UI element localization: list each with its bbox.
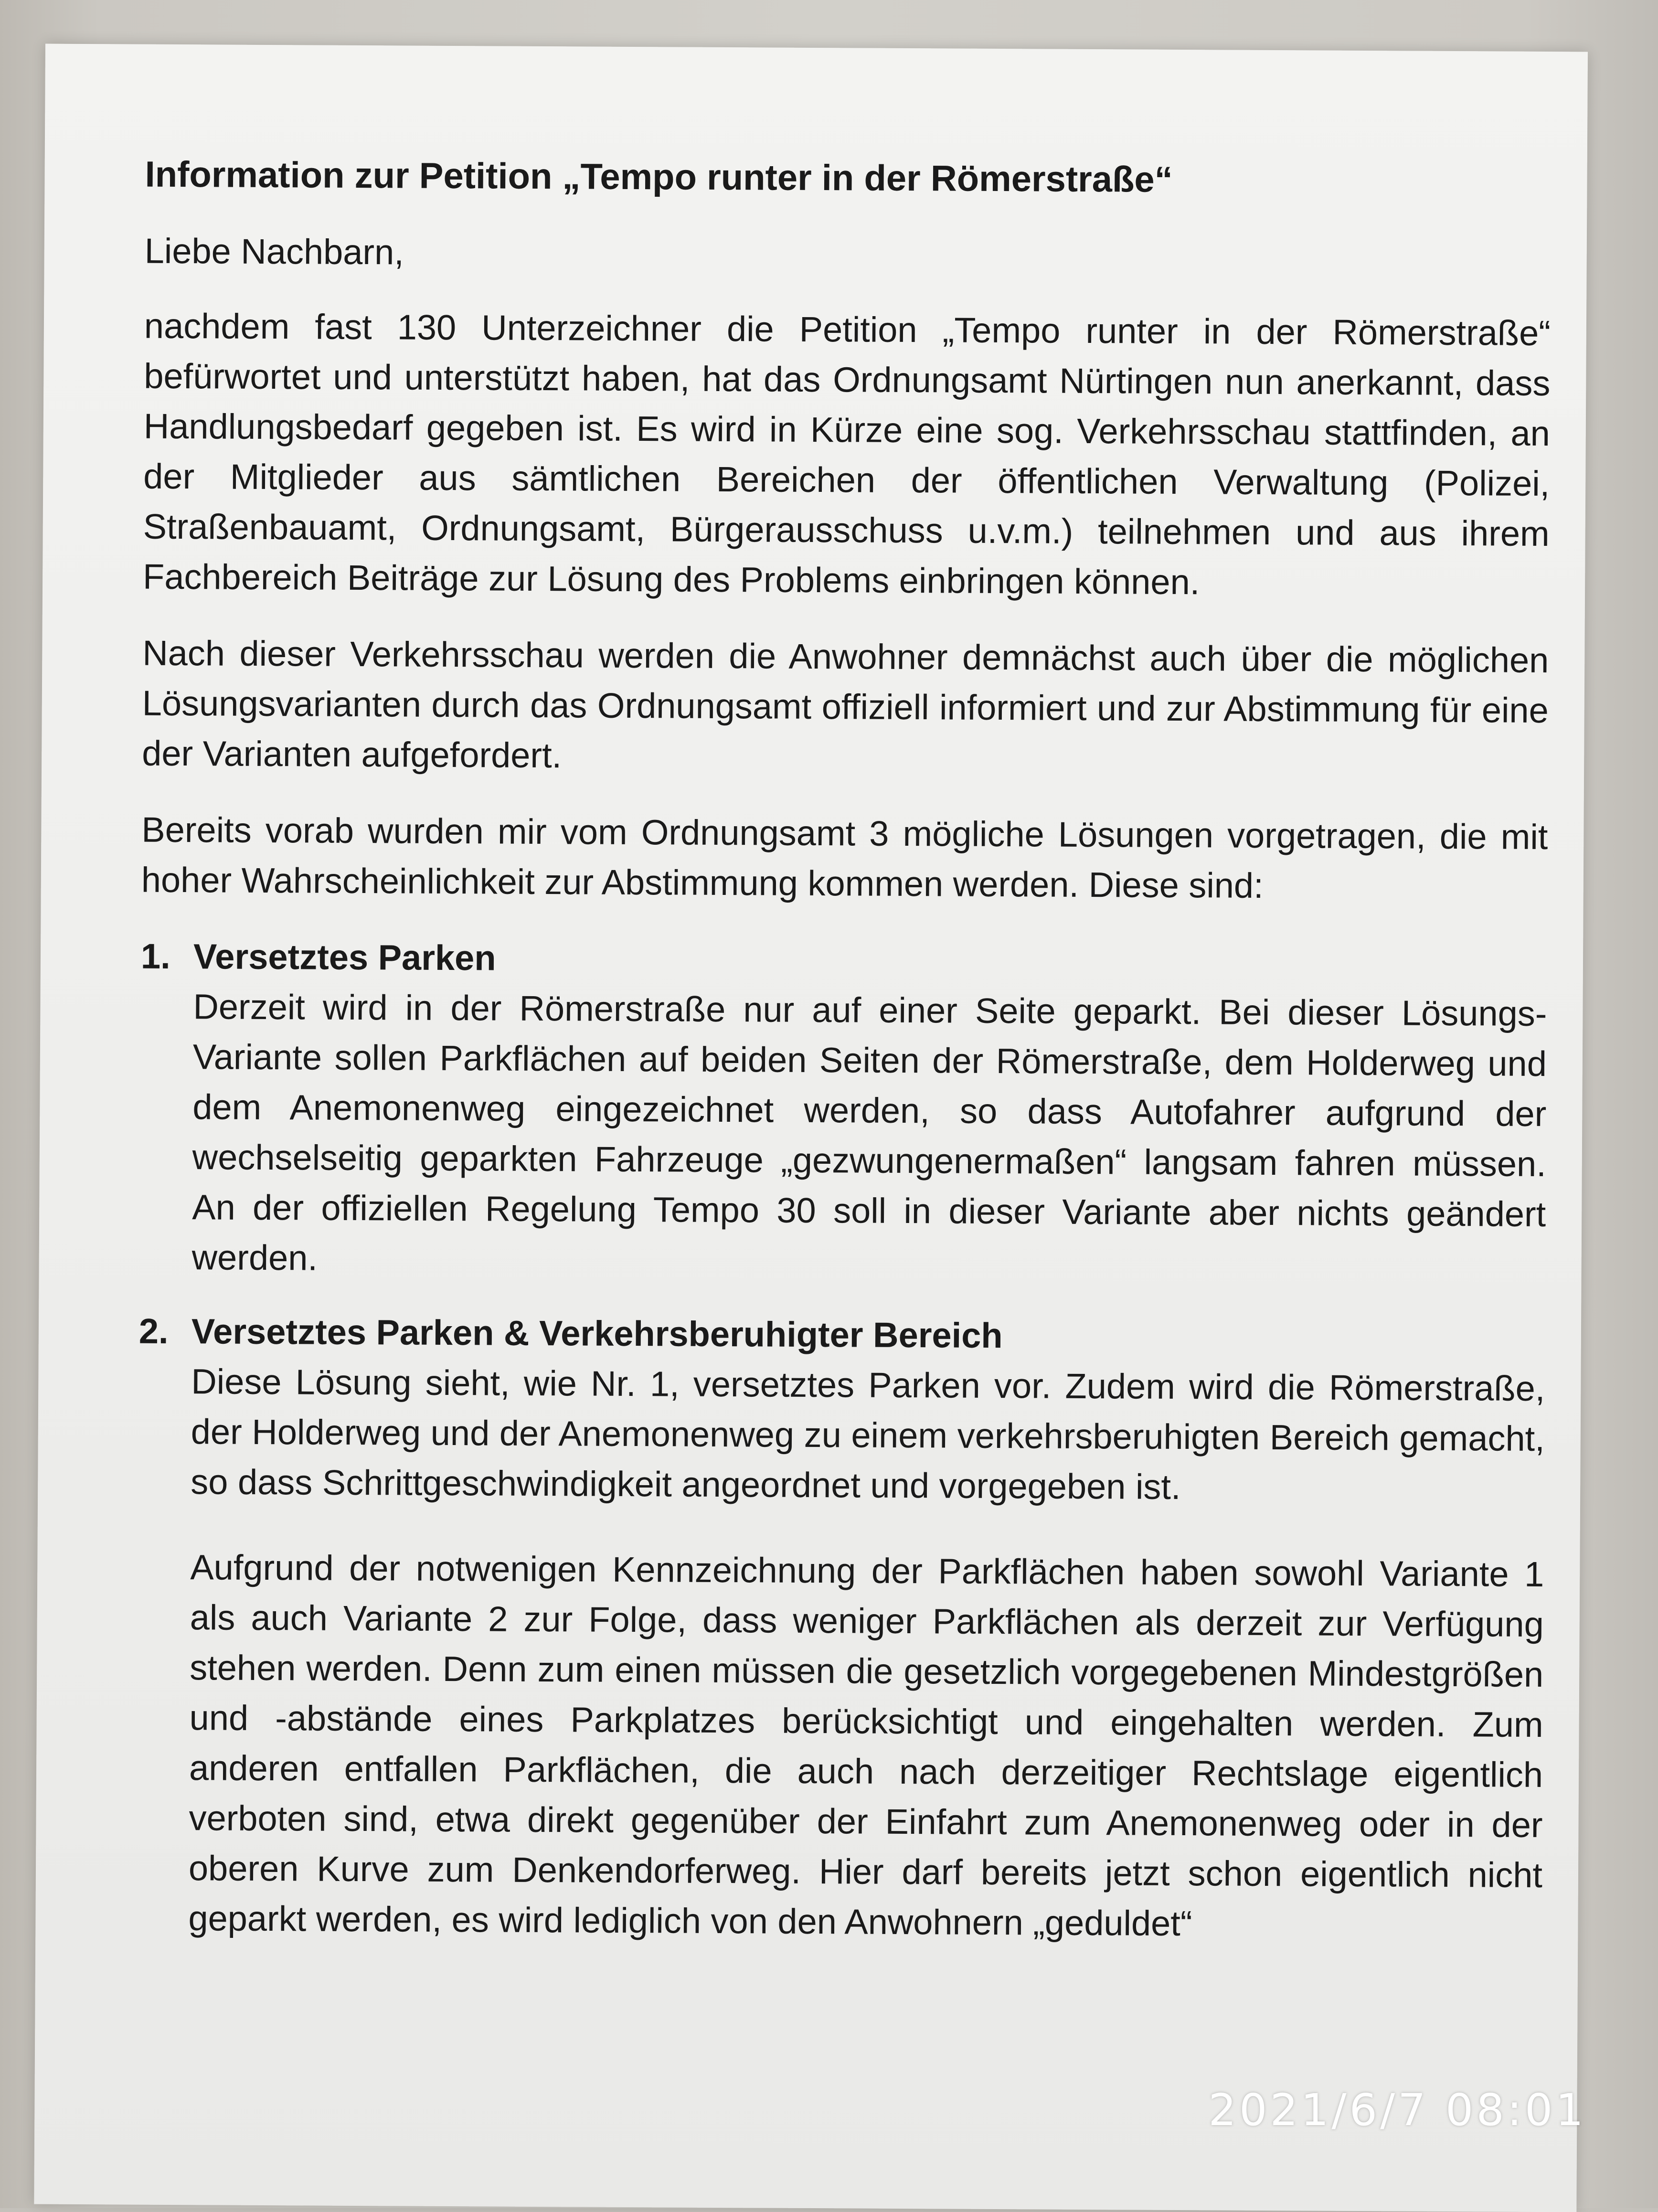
document-content	[136, 149, 1552, 1950]
document-title: Information zur Petition „Tempo runter in der Römerstraße“	[145, 154, 1173, 200]
photo-timestamp: 2021/6/7 08:01	[1208, 2084, 1586, 2136]
list-body	[191, 1306, 1545, 1514]
paragraph-parkflaechen: Aufgrund der notwenigen Kennzeichnung der Parkflächen haben sowohl Variante 1 als auch Variante 2 zur Folge, dass weniger Parkflächen als derzeit zur Verfügung stehen werden. Denn zum einen müssen die gesetzlich vorgegebenen Mindestgrößen und -abstände eines Parkplatzes berücksichtigt und eingehalten werden. Zum anderen entfallen Parkflächen, die auch nach derzeitiger Rechtslage eigentlich verboten sind, etwa direkt gegenüber der Einfahrt zum Anemonenweg oder in der oberen Kurve zum Denkendorferweg. Hier darf bereits jetzt schon eigentlich nicht geparkt werden, es wird lediglich von den Anwohnern „geduldet“	[188, 1547, 1544, 1944]
list-item-1	[139, 931, 1547, 1289]
list-body	[191, 931, 1547, 1289]
list-text: Derzeit wird in der Römerstraße nur auf einer Seite geparkt. Bei dieser Lösungs- Variante sollen Parkflächen auf beiden Seiten der Römerstraße, dem Holderweg und dem Anemonenweg eingezeichnet werden, so dass Autofahrer aufgrund der wechselseitig geparkten Fahrzeuge „gezwungenermaßen“ langsam fahren müssen. An der offiziellen Regelung Tempo 30 soll in dieser Variante aber nichts geändert werden.	[191, 987, 1547, 1278]
paragraph-intro: nachdem fast 130 Unterzeichner die Petition „Tempo runter in der Römerstraße“ befürwortet und unterstützt haben, hat das Ordnungsamt Nürtingen nun anerkannt, dass Handlungsbedarf gegeben ist. Es wird in Kürze eine sog. Verkehrsschau stattfinden, an der Mitglieder aus sämtlichen Bereichen der öffentlichen Verwaltung (Polizei, Straßenbauamt, Ordnungsamt, Bürgerausschuss u.v.m.) teilnehmen und aus ihrem Fachbereich Beiträge zur Lösung des Problems einbringen können.	[142, 306, 1551, 602]
salutation: Liebe Nachbarn,	[144, 231, 404, 272]
list-text: Diese Lösung sieht, wie Nr. 1, versetztes Parken vor. Zudem wird die Römerstraße, der Holderweg und der Anemonenweg zu einem verkehrsberuhigten Bereich gemacht, so dass Schrittgeschwindigkeit angeordnet und vorgegeben ist.	[191, 1361, 1545, 1507]
paragraph-loesungen: Bereits vorab wurden mir vom Ordnungsamt 3 mögliche Lösungen vorgetragen, die mit hoher Wahrscheinlichkeit zur Abstimmung kommen werden. Diese sind:	[141, 809, 1548, 905]
list-number: 1.	[140, 936, 170, 976]
paper-sheet	[34, 44, 1588, 2212]
paragraph-verkehrsschau: Nach dieser Verkehrsschau werden die Anwohner demnächst auch über die möglichen Lösungsvarianten durch das Ordnungsamt offiziell informiert und zur Abstimmung für eine der Varianten aufgefordert.	[142, 633, 1549, 776]
list-heading: Versetztes Parken	[193, 936, 496, 978]
list-heading: Versetztes Parken & Verkehrsberuhigter Bereich	[191, 1311, 1003, 1356]
list-item-2	[138, 1306, 1545, 1514]
list-number: 2.	[138, 1311, 169, 1351]
